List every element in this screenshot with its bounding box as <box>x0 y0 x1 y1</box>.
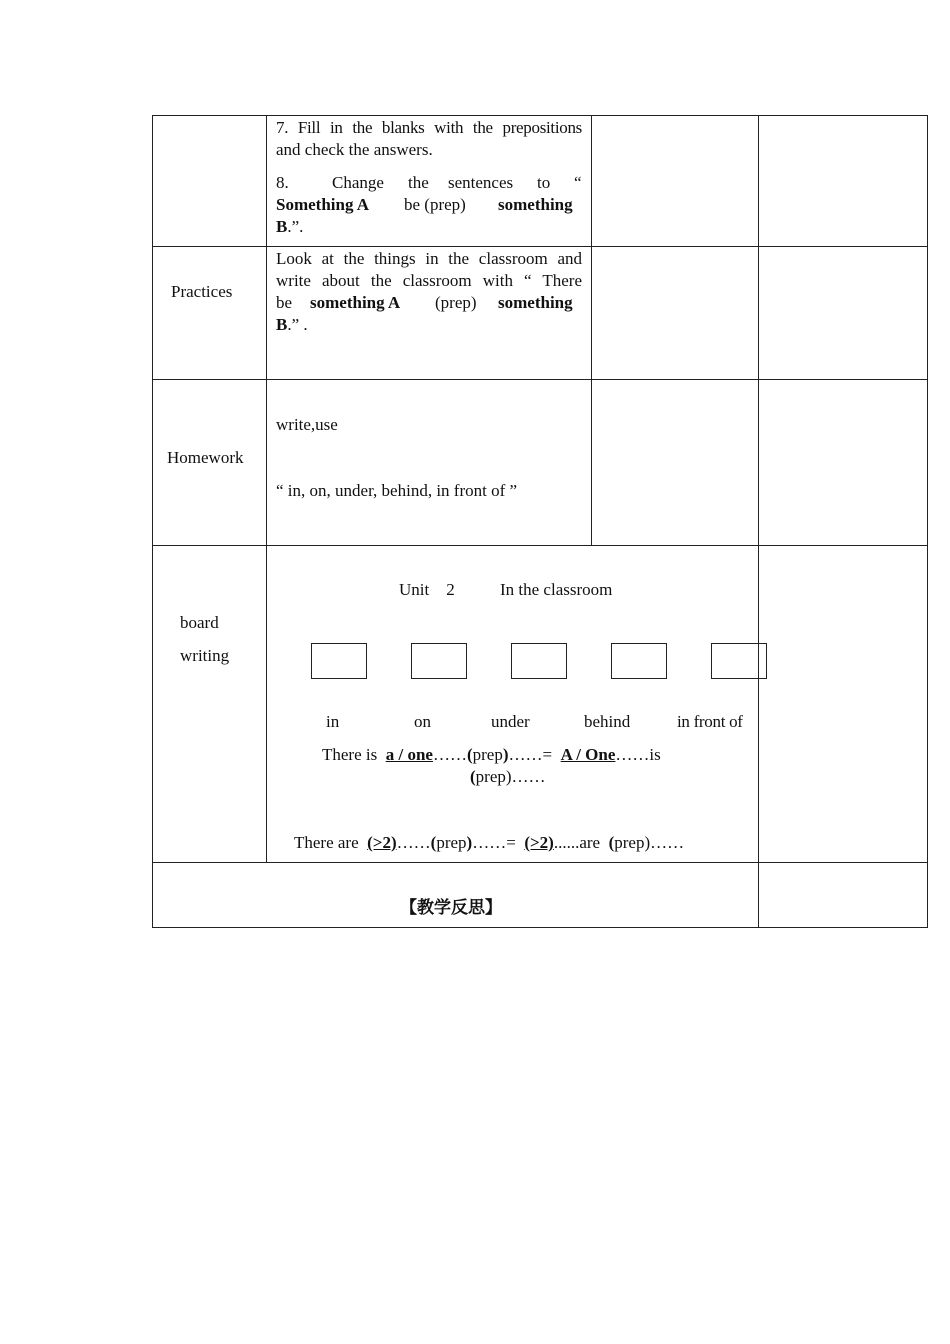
step-8-be-prep: be (prep) <box>404 195 466 214</box>
are-prep: prep <box>436 833 467 852</box>
practices-letter-b: B <box>276 315 288 334</box>
prep-line-2: prep <box>475 767 506 786</box>
practices-line-2: write about the classroom with “ There <box>276 271 582 290</box>
step-7-line-2: and check the answers. <box>276 140 433 159</box>
step-8-word-change: Change <box>332 173 384 192</box>
homework-line-2: “ in, on, under, behind, in front of ” <box>276 481 518 500</box>
preposition-box-behind <box>611 643 667 679</box>
practices-something-a: something A <box>310 293 401 312</box>
there-is-sentence-line-2 <box>470 766 546 788</box>
homework-line-1: write,use <box>276 415 338 434</box>
board-writing-label-line-1: board <box>180 613 219 632</box>
are-dots-equals: ……= <box>472 833 516 852</box>
homework-label: Homework <box>167 448 244 467</box>
preposition-label-under: under <box>491 712 530 731</box>
board-writing-label-line-2: writing <box>180 646 230 665</box>
board-title-topic: In the classroom <box>500 580 613 599</box>
table-border-left <box>152 115 153 928</box>
step-8-letter-b: B <box>276 217 288 236</box>
step-8-open-quote: “ <box>574 173 582 192</box>
paren-close-1: ) <box>502 745 509 764</box>
practices-line-1: Look at the things in the classroom and <box>276 249 582 268</box>
practices-label: Practices <box>171 282 233 301</box>
col-divider-1 <box>266 115 267 863</box>
there-is-text: There is <box>322 745 378 764</box>
col-divider-2 <box>591 115 592 546</box>
preposition-label-on: on <box>414 712 431 731</box>
step-8-word-sentences: sentences <box>448 173 514 192</box>
are-paren-open: ( <box>430 833 437 852</box>
preposition-label-in: in <box>326 712 340 731</box>
there-is-sentence <box>322 744 661 766</box>
practices-close-quote: .” . <box>287 315 308 334</box>
prep-line-2-open: ( <box>470 767 476 786</box>
prep-line-2-close: )…… <box>505 767 546 786</box>
row-divider-4 <box>152 862 928 863</box>
preposition-label-behind: behind <box>584 712 631 731</box>
practices-be: be <box>276 293 293 312</box>
step-8-close-quote: .”. <box>287 217 304 236</box>
a-one-text: a / one <box>385 745 433 764</box>
board-title-unit: Unit 2 <box>399 580 455 599</box>
A-One-text: A / One <box>560 745 616 764</box>
step-8-something-b: something <box>498 195 573 214</box>
practices-something: something <box>498 293 573 312</box>
dots-1: …… <box>432 745 467 764</box>
preposition-box-under <box>511 643 567 679</box>
preposition-box-in-front-of <box>711 643 767 679</box>
table-border-bottom <box>152 927 928 928</box>
gt2-a: (>2) <box>367 833 397 852</box>
preposition-box-on <box>411 643 467 679</box>
there-are-sentence <box>294 832 684 854</box>
dots-equals-1: ……= <box>508 745 553 764</box>
step-8-word-to: to <box>537 173 551 192</box>
practices-line-4 <box>276 314 308 336</box>
are-paren-close: ) <box>466 833 473 852</box>
table-border-top <box>152 115 928 116</box>
preposition-box-in <box>311 643 367 679</box>
row-divider-2 <box>152 379 928 380</box>
are-paren2-open: ( <box>608 833 615 852</box>
step-7-line-1: 7. Fill in the blanks with the prepositions <box>276 118 582 137</box>
teaching-reflection-label: 【教学反思】 <box>400 898 502 918</box>
col-divider-3 <box>758 115 759 928</box>
are-prep-2: prep <box>614 833 645 852</box>
table-border-right <box>927 115 928 928</box>
step-8-word-the: the <box>408 173 429 192</box>
preposition-label-in-front-of: in front of <box>677 712 743 731</box>
step-8-number: 8. <box>276 173 289 192</box>
prep-1: prep <box>472 745 503 764</box>
there-are-text: There are <box>294 833 359 852</box>
row-divider-3 <box>152 545 928 546</box>
are-word: ......are <box>553 833 601 852</box>
are-paren2-close: )…… <box>644 833 685 852</box>
paren-open-1: ( <box>466 745 473 764</box>
gt2-b: (>2) <box>524 833 554 852</box>
row-divider-1 <box>152 246 928 247</box>
practices-prep: (prep) <box>435 293 477 312</box>
is-tail: ……is <box>615 745 661 764</box>
step-8-something-a: Something A <box>276 195 370 214</box>
step-8-line-3 <box>276 216 303 238</box>
are-dots: …… <box>396 833 431 852</box>
